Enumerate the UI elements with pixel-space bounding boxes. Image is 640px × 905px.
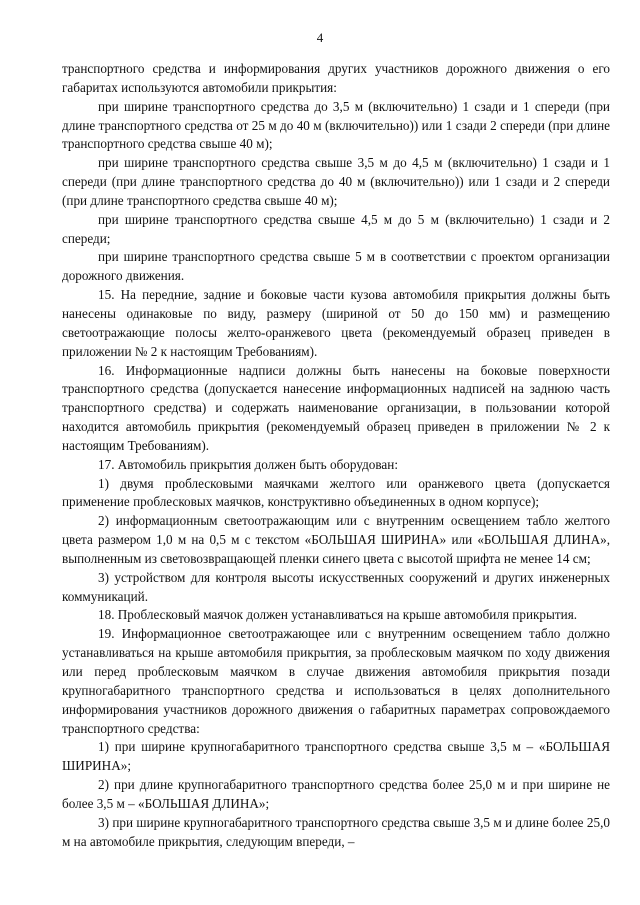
document-body [62,60,610,851]
list-item: 2) информационным светоотражающим или с внутренним освещением табло желтого цвета размером 1,0 м на 0,5 м с текстом «БОЛЬШАЯ ШИРИНА» или «БОЛЬШАЯ ДЛИНА», выполненным из световозвращающей пленки синего цвета с высотой шрифта не менее 14 см; [62,513,610,566]
paragraph: при ширине транспортного средства свыше 4,5 м до 5 м (включительно) 1 сзади и 2 спереди; [62,211,610,246]
paragraph-item-17: 17. Автомобиль прикрытия должен быть оборудован: [98,456,398,472]
list-item: 3) устройством для контроля высоты искусственных сооружений и других инженерных коммуникаций. [62,569,610,604]
paragraph: при ширине транспортного средства свыше 5 м в соответствии с проектом организации дорожного движения. [62,249,610,284]
paragraph: транспортного средства и информирования других участников дорожного движения о его габаритах используются автомобили прикрытия: [62,61,610,95]
paragraph: при ширине транспортного средства до 3,5 м (включительно) 1 сзади и 1 спереди (при длине транспортного средства от 25 м до 40 м (включительно)) или 1 сзади 2 спереди (при длине транспортного средства свыше 40 м); [62,98,610,152]
list-item: 2) при длине крупногабаритного транспортного средства более 25,0 м и при ширине не более 3,5 м – «БОЛЬШАЯ ДЛИНА»; [62,777,610,811]
page-number: 4 [316,30,324,45]
paragraph-item-19: 19. Информационное светоотражающее или с внутренним освещением табло должно устанавливаться на крыше автомобиля прикрытия, за проблесковым маячком по ходу движения или перед проблесковым маячком в случае движения автомобиля прикрытия позади крупногабаритного транспортного средства и использоваться в целях дополнительного информирования участников дорожного движения о габаритных параметрах сопровождаемого транспортного средства: [62,626,610,736]
list-item: 1) при ширине крупногабаритного транспортного средства свыше 3,5 м – «БОЛЬШАЯ ШИРИНА»; [62,739,610,774]
paragraph-item-18: 18. Проблесковый маячок должен устанавливаться на крыше автомобиля прикрытия. [98,607,578,623]
paragraph-item-16: 16. Информационные надписи должны быть нанесены на боковые поверхности транспортного средства (допускается нанесение информационных надписей на заднюю часть транспортного средства) и содержать наименование организации, в пользовании которой находится автомобиль прикрытия (рекомендуемый образец приведен в приложении № 2 к настоящим Требованиям). [62,362,610,453]
paragraph: при ширине транспортного средства свыше 3,5 м до 4,5 м (включительно) 1 сзади и 1 спереди (при длине транспортного средства до 40 м (включительно)) или 1 сзади и 2 спереди (при длине транспортного средства свыше 40 м); [62,155,610,208]
paragraph-item-15: 15. На передние, задние и боковые части кузова автомобиля прикрытия должны быть нанесены одинаковые по виду, размеру (шириной от 50 до 150 мм) и размещению светоотражающие полосы желто-оранжевого цвета (рекомендуемый образец приведен в приложении № 2 к настоящим Требованиям). [62,287,610,359]
list-item: 3) при ширине крупногабаритного транспортного средства свыше 3,5 м и длине более 25,0 м на автомобиле прикрытия, следующим впереди, – [62,814,610,849]
list-item: 1) двумя проблесковыми маячками желтого или оранжевого цвета (допускается применение проблесковых маячков, конструктивно объединенных в одном корпусе); [62,475,610,510]
